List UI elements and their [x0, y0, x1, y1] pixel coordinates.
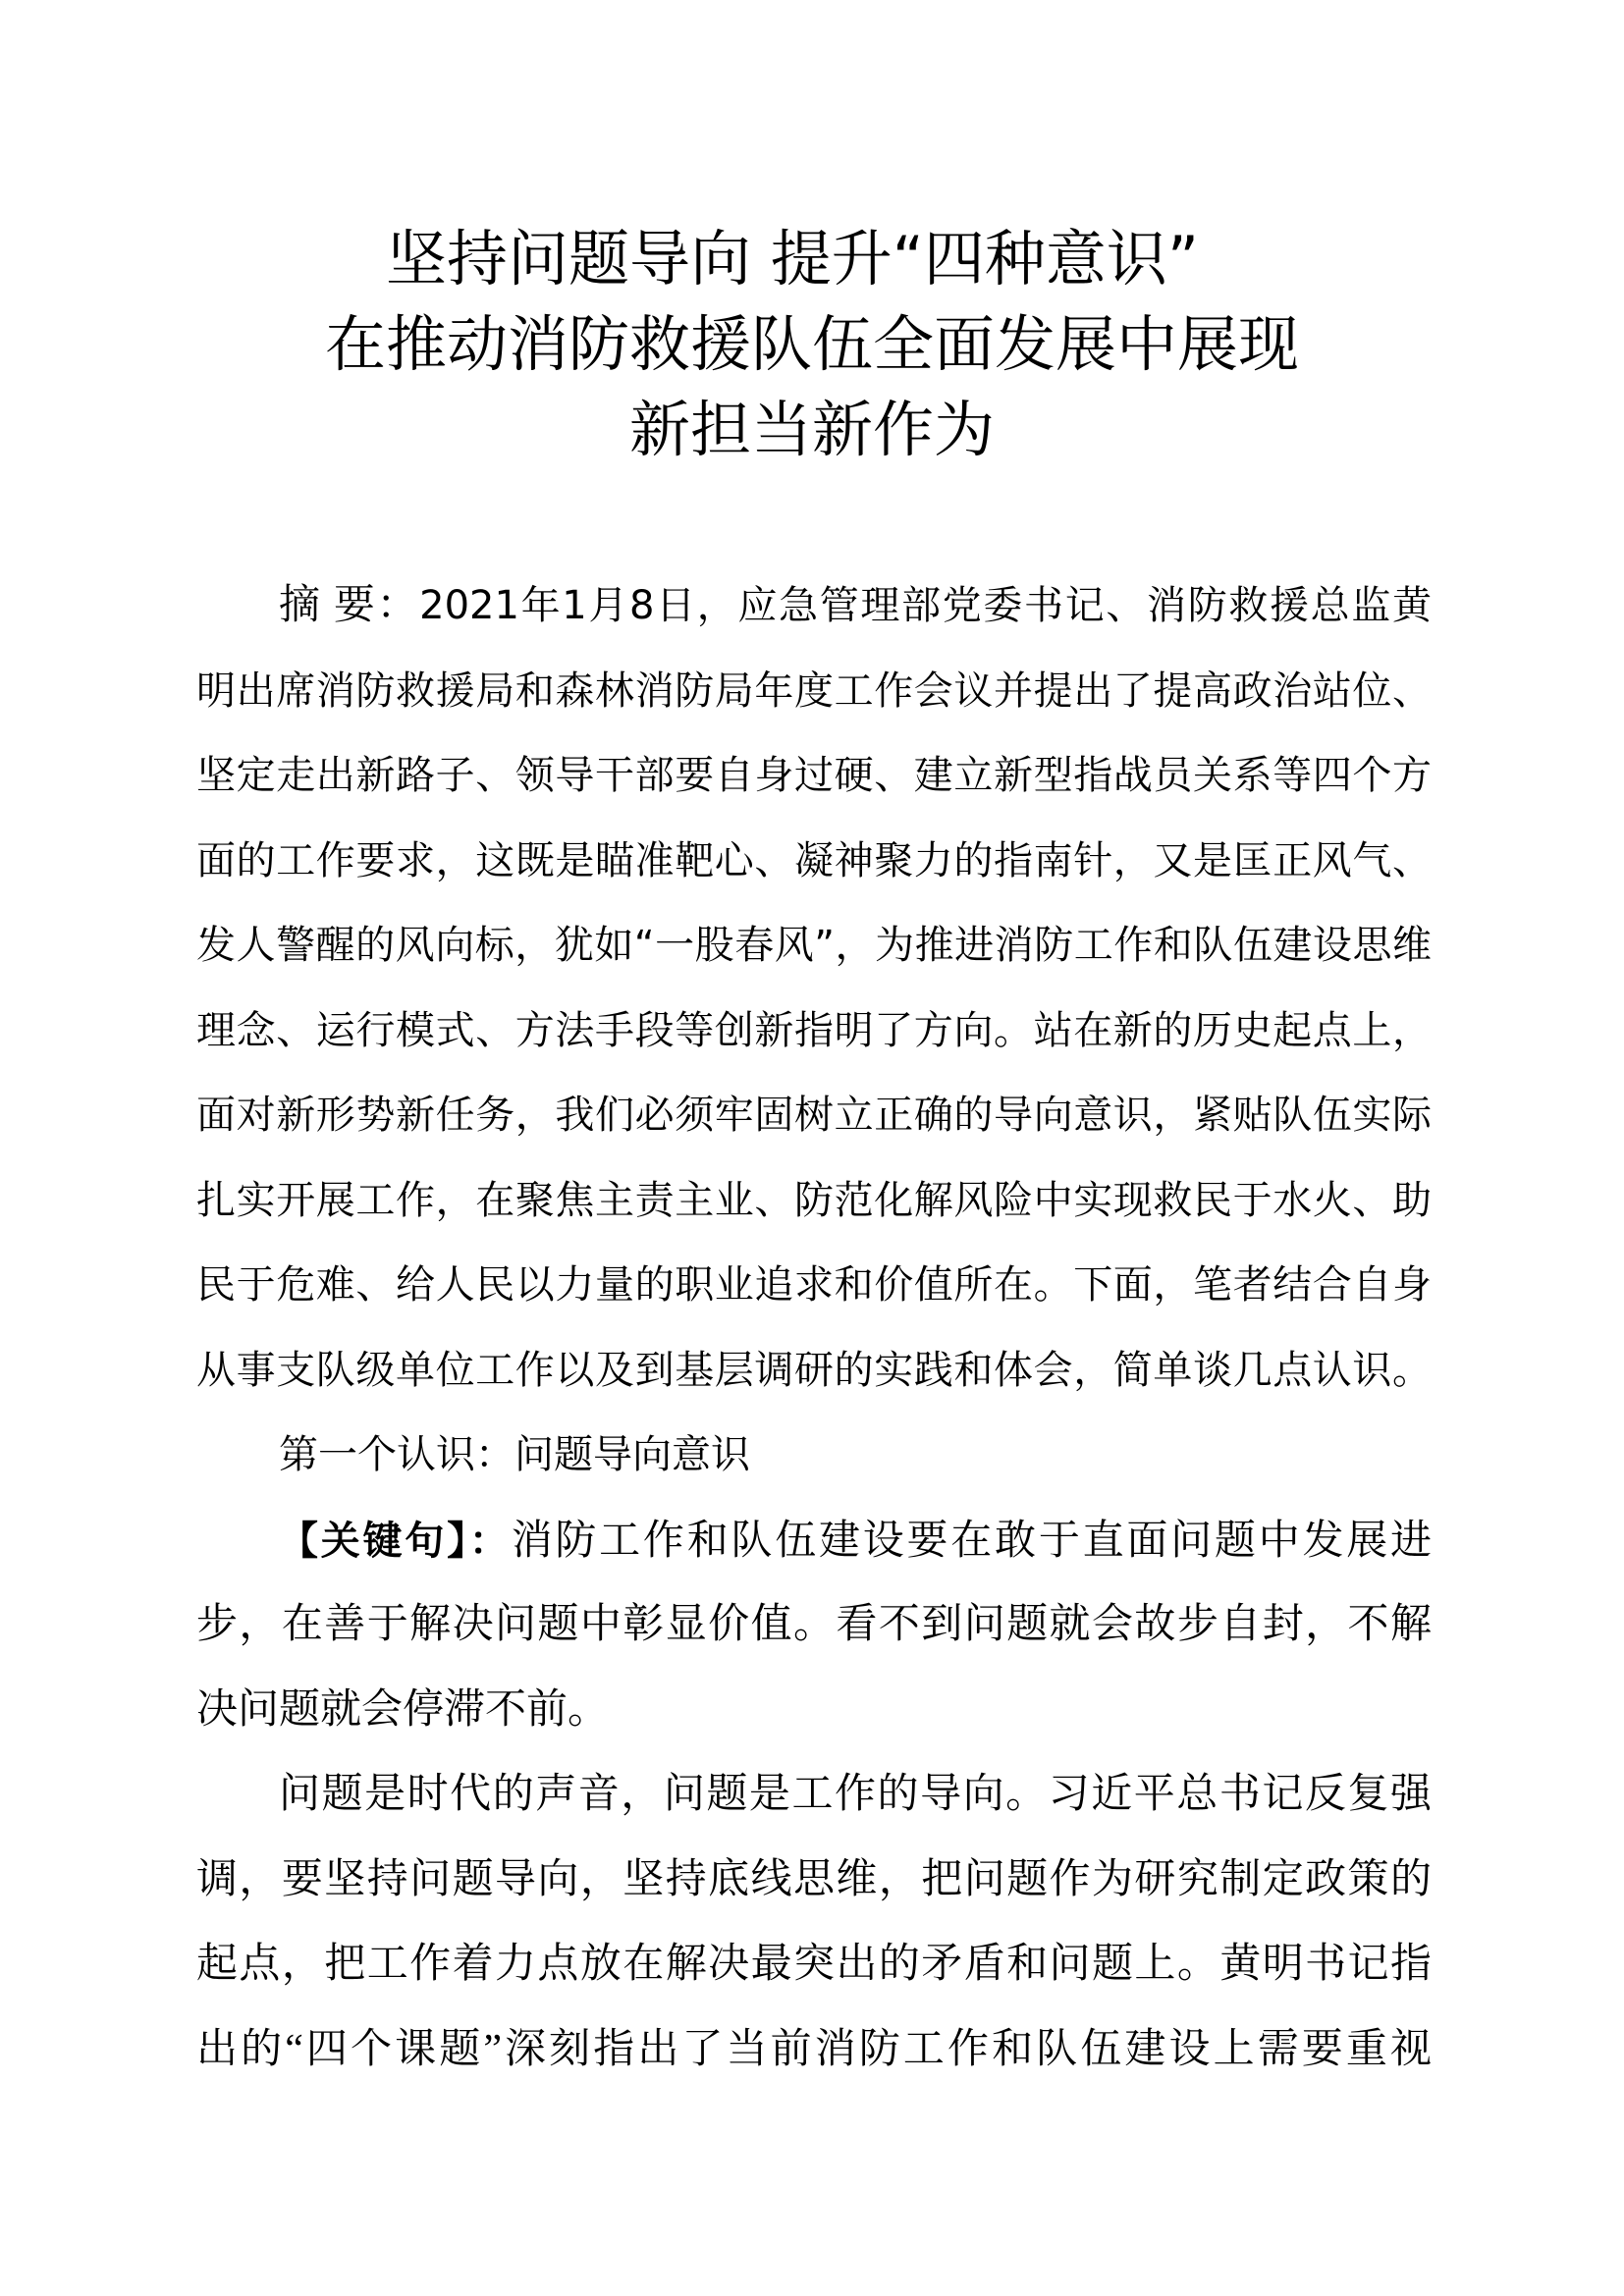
abstract-line: 从事支队级单位工作以及到基层调研的实践和体会，简单谈几点认识。 — [196, 1347, 1432, 1393]
abstract-line: 明出席消防救援局和森林消防局年度工作会议并提出了提高政治站位、 — [196, 667, 1432, 714]
key-sentence-line: 决问题就会停滞不前。 — [196, 1686, 610, 1733]
key-sentence-label: 【关键句】： — [279, 1518, 512, 1564]
abstract-line: 面的工作要求，这既是瞄准靶心、凝神聚力的指南针，又是匡正风气、 — [196, 837, 1432, 883]
abstract-paragraph — [196, 563, 1432, 1413]
abstract-line: 民于危难、给人民以力量的职业追求和价值所在。下面，笔者结合自身 — [196, 1262, 1432, 1308]
body-line: 问题是时代的声音，问题是工作的导向。习近平总书记反复强 — [279, 1772, 1432, 1817]
abstract-line: 面对新形势新任务，我们必须牢固树立正确的导向意识，紧贴队伍实际 — [196, 1093, 1432, 1138]
abstract-line: 坚定走出新路子、领导干部要自身过硬、建立新型指战员关系等四个方 — [196, 753, 1432, 798]
abstract-line — [196, 563, 1432, 649]
document-body — [196, 563, 1432, 2092]
document-title — [0, 216, 1624, 472]
key-sentence-paragraph — [196, 1498, 1432, 1753]
title-line-2: 在推动消防救援队伍全面发展中展现 — [324, 308, 1299, 380]
title-line-1: 坚持问题导向 提升“四种意识” — [386, 223, 1199, 294]
abstract-text: 2021年1月8日，应急管理部党委书记、消防救援总监黄 — [419, 583, 1432, 628]
section-heading: 第一个认识：问题导向意识 — [279, 1432, 750, 1477]
key-sentence-text: 消防工作和队伍建设要在敢于直面问题中发展进 — [511, 1518, 1432, 1564]
body-line: 调，要坚持问题导向，坚持底线思维，把问题作为研究制定政策的 — [196, 1856, 1432, 1902]
title-line-3: 新担当新作为 — [628, 394, 995, 465]
abstract-line: 理念、运行模式、方法手段等创新指明了方向。站在新的历史起点上， — [196, 1007, 1432, 1053]
body-line: 出的“四个课题”深刻指出了当前消防工作和队伍建设上需要重视 — [196, 2026, 1432, 2072]
key-sentence-line: 步，在善于解决问题中彰显价值。看不到问题就会故步自封，不解 — [196, 1602, 1432, 1647]
key-sentence-line — [196, 1498, 1432, 1583]
abstract-line: 发人警醒的风向标，犹如“一股春风”，为推进消防工作和队伍建设思维 — [196, 923, 1432, 968]
abstract-label: 摘 要： — [279, 583, 420, 628]
abstract-line: 扎实开展工作，在聚焦主责主业、防范化解风险中实现救民于水火、助 — [196, 1177, 1432, 1223]
body-paragraph — [196, 1752, 1432, 2092]
body-line: 起点，把工作着力点放在解决最突出的矛盾和问题上。黄明书记指 — [196, 1942, 1432, 1987]
